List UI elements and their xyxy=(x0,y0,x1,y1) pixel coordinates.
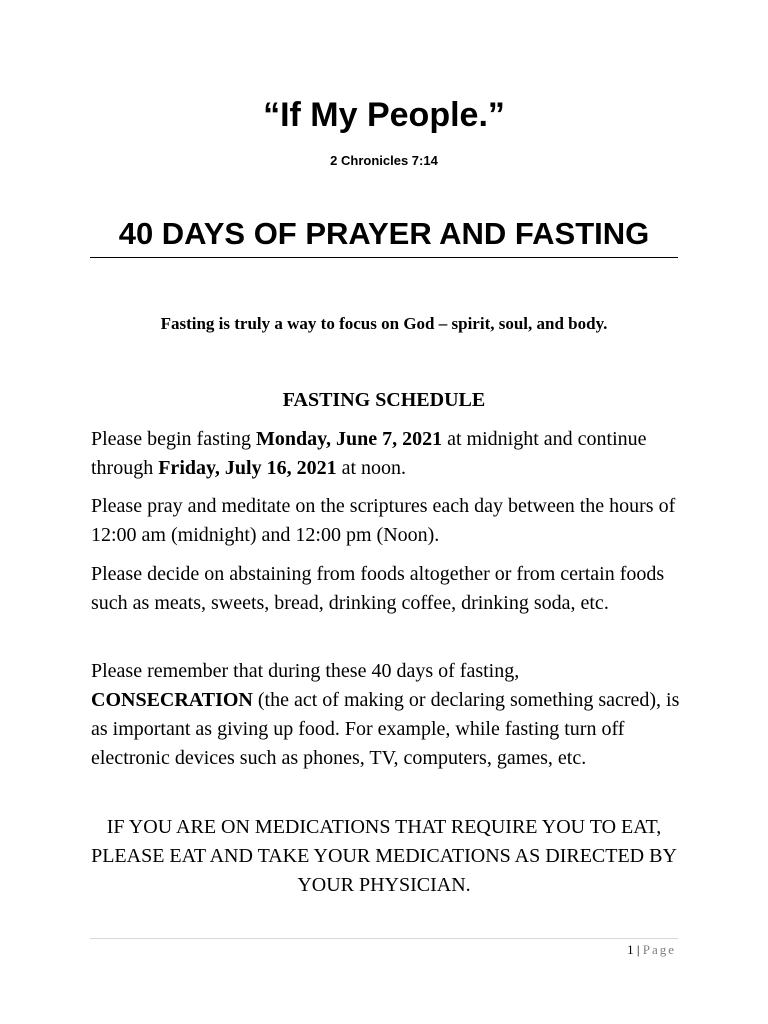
medication-warning: IF YOU ARE ON MEDICATIONS THAT REQUIRE YOU TO EAT, PLEASE EAT AND TAKE YOUR MEDICATIONS AS DIRECTED BY YOUR PHYSICIAN. xyxy=(91,816,677,896)
page-number: 1 xyxy=(627,942,634,957)
paragraph-consecration xyxy=(91,657,681,773)
page-footer xyxy=(90,942,676,958)
section-heading: FASTING SCHEDULE xyxy=(282,389,486,411)
paragraph-prayer-hours: Please pray and meditate on the scriptures each day between the hours of 12:00 am (midnight) and 12:00 pm (Noon). xyxy=(91,495,676,546)
document-title: “If My People.” xyxy=(263,96,505,134)
heading-underline xyxy=(90,257,678,258)
paragraph-text: Please remember that during these 40 days of fasting, xyxy=(91,660,520,682)
paragraph-text: (the act of making or declaring something sacred), is as important as giving up food. For example, while fasting turn off electronic devices such as phones, TV, computers, games, etc. xyxy=(91,689,680,769)
page-label: Page xyxy=(642,942,676,957)
end-date: Friday, July 16, 2021 xyxy=(158,457,337,479)
consecration-emphasis: CONSECRATION xyxy=(91,689,253,711)
tagline: Fasting is truly a way to focus on God – spirit, soul, and body. xyxy=(160,314,608,333)
footer-divider xyxy=(90,938,678,939)
paragraph-schedule-dates xyxy=(91,425,681,483)
paragraph-text: at midnight and continue through xyxy=(91,428,647,479)
start-date: Monday, June 7, 2021 xyxy=(255,428,443,450)
scripture-reference: 2 Chronicles 7:14 xyxy=(330,153,438,168)
paragraph-abstaining: Please decide on abstaining from foods altogether or from certain foods such as meats, sweets, bread, drinking coffee, drinking soda, etc. xyxy=(91,563,665,614)
paragraph-text: at noon. xyxy=(336,457,407,479)
paragraph-text: Please begin fasting xyxy=(91,428,256,450)
main-heading: 40 DAYS OF PRAYER AND FASTING xyxy=(118,216,650,251)
footer-separator: | xyxy=(633,942,643,957)
